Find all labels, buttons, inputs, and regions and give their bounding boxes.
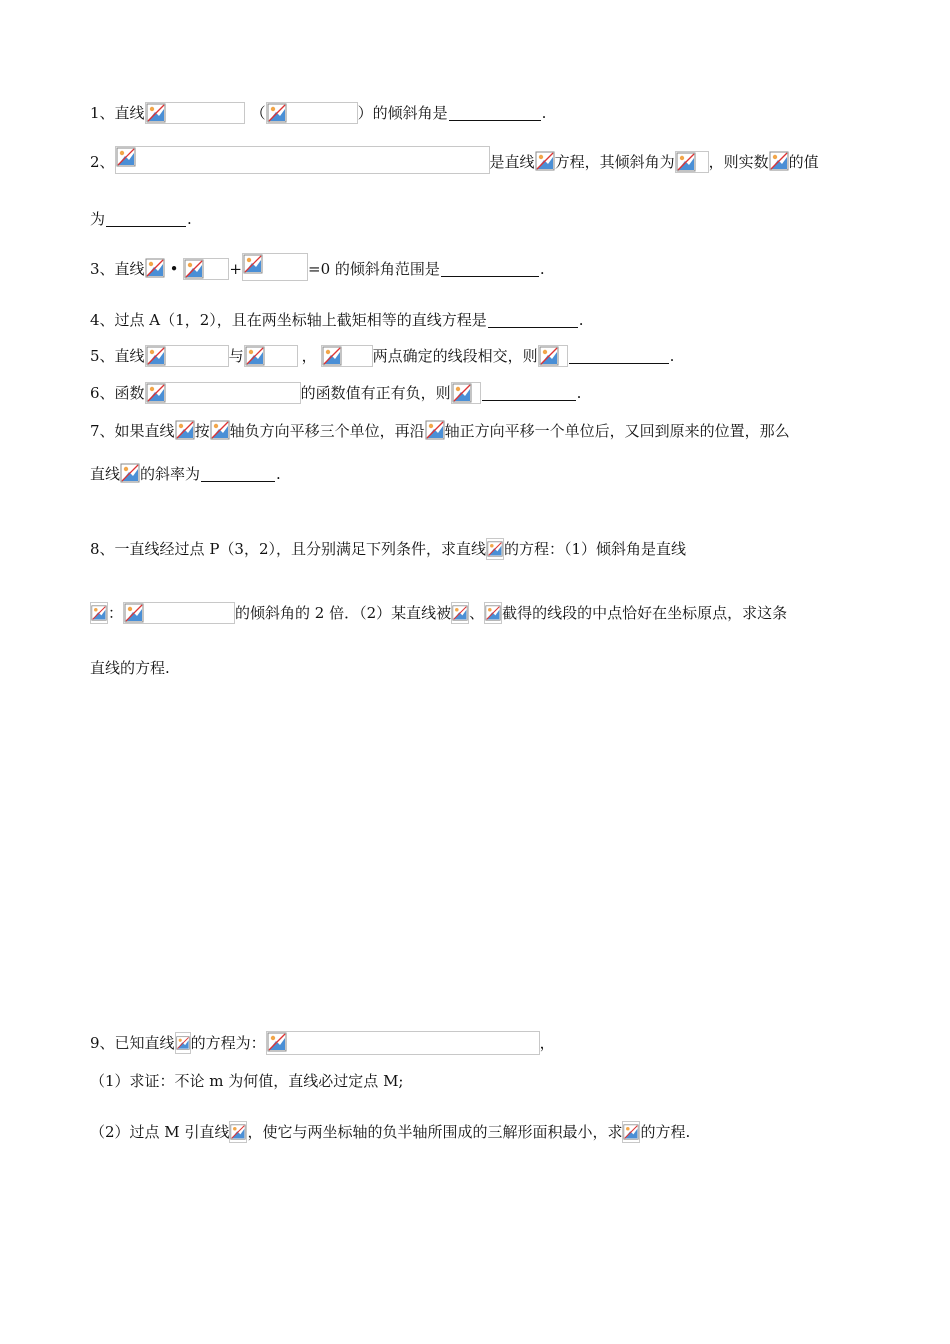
formula-image-icon bbox=[145, 102, 245, 124]
q7-text-1: 如果直线 bbox=[114, 422, 175, 440]
formula-image-icon bbox=[145, 345, 229, 367]
q6-end: . bbox=[576, 384, 582, 402]
formula-image-icon bbox=[242, 253, 308, 281]
q7-text-4: 轴正方向平移一个单位后，又回到原来的位置，那么 bbox=[444, 422, 790, 440]
q3-end: . bbox=[539, 260, 545, 278]
formula-image-icon bbox=[451, 382, 481, 404]
formula-image-icon bbox=[535, 151, 555, 173]
q5-text-2: 与 bbox=[228, 347, 244, 365]
formula-image-icon bbox=[120, 463, 140, 485]
q5-end: . bbox=[669, 347, 675, 365]
q8-text-3: ： bbox=[108, 604, 124, 622]
formula-image-icon bbox=[622, 1121, 640, 1143]
q9-part-2-text-a: （2）过点 M 引直线 bbox=[90, 1123, 230, 1141]
q2-text-2: 方程，其倾斜角为 bbox=[554, 153, 675, 171]
answer-blank[interactable] bbox=[449, 105, 541, 121]
q8-text-4: 的倾斜角的 2 倍．（2）某直线被 bbox=[235, 604, 452, 622]
formula-image-icon bbox=[175, 1032, 191, 1054]
question-9 bbox=[90, 1031, 555, 1055]
q8-text-2: 的方程：（1）倾斜角是直线 bbox=[504, 540, 687, 558]
q2-text-4: 的值 bbox=[788, 153, 819, 171]
q8-text-7: 直线的方程. bbox=[90, 659, 170, 677]
answer-blank[interactable] bbox=[569, 348, 669, 364]
q6-text-2: 的函数值有正有负，则 bbox=[300, 384, 451, 402]
q1-text-1: 直线 bbox=[114, 104, 145, 122]
q7-num: 7、 bbox=[90, 422, 115, 440]
q1-num: 1、 bbox=[90, 104, 115, 122]
q2-text-3: ，则实数 bbox=[708, 153, 769, 171]
formula-image-icon bbox=[229, 1121, 247, 1143]
answer-blank[interactable] bbox=[201, 466, 275, 482]
q3-dot: • bbox=[169, 260, 179, 278]
question-7-cont bbox=[90, 462, 281, 486]
q7-end: . bbox=[276, 465, 281, 483]
question-6 bbox=[90, 381, 581, 405]
formula-image-icon bbox=[210, 420, 230, 442]
formula-image-icon bbox=[145, 258, 165, 280]
question-2-cont bbox=[90, 207, 192, 231]
formula-image-icon bbox=[266, 1031, 540, 1055]
q2-end: . bbox=[187, 210, 192, 228]
question-7 bbox=[90, 419, 790, 443]
q3-num: 3、 bbox=[90, 260, 115, 278]
q7-text-5: 直线 bbox=[90, 465, 121, 483]
q4-end: . bbox=[578, 311, 584, 329]
q8-text-5: 、 bbox=[469, 604, 485, 622]
q9-part-2-text-b: ，使它与两坐标轴的负半轴所围成的三解形面积最小，求 bbox=[247, 1123, 623, 1141]
q5-text-4: 两点确定的线段相交，则 bbox=[372, 347, 538, 365]
q8-text-1: 一直线经过点 P（3，2），且分别满足下列条件，求直线 bbox=[114, 540, 486, 558]
formula-image-icon bbox=[484, 602, 502, 624]
question-2 bbox=[90, 150, 819, 174]
formula-image-icon bbox=[183, 258, 229, 280]
q8-num: 8、 bbox=[90, 540, 115, 558]
formula-image-icon bbox=[145, 382, 301, 404]
answer-blank[interactable] bbox=[441, 261, 539, 277]
q8-text-6: 截得的线段的中点恰好在坐标原点，求这条 bbox=[502, 604, 788, 622]
q2-text-5: 为 bbox=[90, 210, 106, 228]
answer-blank[interactable] bbox=[482, 385, 576, 401]
q1-end: . bbox=[541, 104, 547, 122]
formula-image-icon bbox=[123, 602, 235, 624]
q5-text-1: 直线 bbox=[114, 347, 145, 365]
q3-plus: + bbox=[229, 260, 242, 278]
formula-image-icon bbox=[90, 602, 108, 624]
q9-part-2-text-c: 的方程. bbox=[640, 1123, 691, 1141]
question-4 bbox=[90, 308, 584, 332]
q5-num: 5、 bbox=[90, 347, 115, 365]
q1-text-2: （ bbox=[250, 104, 266, 122]
question-3 bbox=[90, 257, 545, 281]
q7-text-3: 轴负方向平移三个单位，再沿 bbox=[229, 422, 425, 440]
formula-image-icon bbox=[321, 345, 373, 367]
formula-image-icon bbox=[538, 345, 568, 367]
question-8-cont2 bbox=[90, 656, 170, 680]
formula-image-icon bbox=[115, 146, 490, 174]
formula-image-icon bbox=[769, 151, 789, 173]
q9-text-3: ， bbox=[539, 1034, 555, 1052]
q9-text-2: 的方程为： bbox=[190, 1034, 266, 1052]
formula-image-icon bbox=[266, 102, 358, 124]
q7-text-2: 按 bbox=[194, 422, 210, 440]
q6-text-1: 函数 bbox=[114, 384, 145, 402]
q4-text: 4、过点 A（1，2），且在两坐标轴上截矩相等的直线方程是 bbox=[90, 311, 487, 329]
q7-text-6: 的斜率为 bbox=[140, 465, 201, 483]
answer-blank[interactable] bbox=[106, 211, 186, 227]
formula-image-icon bbox=[451, 602, 469, 624]
q3-text-2: =0 的倾斜角范围是 bbox=[308, 260, 440, 278]
q9-text-1: 已知直线 bbox=[114, 1034, 175, 1052]
q5-text-3: ， bbox=[301, 347, 317, 365]
question-5 bbox=[90, 344, 674, 368]
q9-part-1-text: （1）求证：不论 m 为何值，直线必过定点 M; bbox=[90, 1072, 404, 1090]
q2-num: 2、 bbox=[90, 153, 115, 171]
formula-image-icon bbox=[425, 420, 445, 442]
formula-image-icon bbox=[486, 538, 504, 560]
formula-image-icon bbox=[175, 420, 195, 442]
q3-text-1: 直线 bbox=[114, 260, 145, 278]
question-9-part-2 bbox=[90, 1120, 690, 1144]
question-8-cont bbox=[90, 601, 787, 625]
q2-text-1: 是直线 bbox=[489, 153, 535, 171]
q9-num: 9、 bbox=[90, 1034, 115, 1052]
question-8 bbox=[90, 537, 686, 561]
q6-num: 6、 bbox=[90, 384, 115, 402]
formula-image-icon bbox=[675, 151, 709, 173]
formula-image-icon bbox=[244, 345, 298, 367]
q1-text-3: ）的倾斜角是 bbox=[357, 104, 448, 122]
question-1 bbox=[90, 101, 546, 125]
question-9-part-1 bbox=[90, 1069, 404, 1093]
answer-blank[interactable] bbox=[488, 312, 578, 328]
